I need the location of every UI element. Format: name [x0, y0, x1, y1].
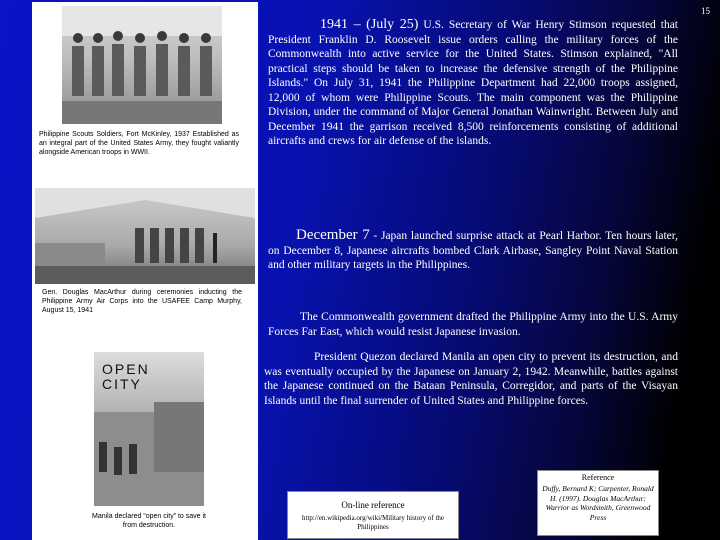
- paragraph-december-7-body: - Japan launched surprise attack at Pearl Harbor. Ten hours later, on December 8, Japanese aircrafts bombed Clark Airbase, Sangley Point Naval Station and other military targets in the Philippines.: [268, 230, 678, 271]
- paragraph-1941-body: U.S. Secretary of War Henry Stimson requested that President Franklin D. Roosevelt issue orders calling the military forces of the Commonwealth into active service for the United States. Stimson explained, "All practical steps should be taken to increase the defensive strength of the Philippine Islands." On July 31, 1941 the Philippine Department had 22,000 troops assigned, 12,000 of whom were Philippine Scouts. The main component was the Philippine Division, under the command of Major General Jonathan Wainwright. Between July and December 1941 the garrison received 8,500 reinforcements consisting of additional aircrafts and crews for air defense of the islands.: [268, 19, 679, 147]
- slide-number: 15: [701, 6, 710, 16]
- online-reference-url[interactable]: http://en.wikipedia.org/wiki/Military history of the Philippines: [302, 514, 444, 531]
- reference-citation: Duffy, Bernard K; Carpenter, Ronald H. (1997). Douglas MacArthur: Warrior as Wordsmith, Greenwood Press: [542, 484, 654, 522]
- reference-title: Reference: [581, 473, 615, 482]
- paragraph-1941: [268, 18, 678, 149]
- ceremony-illustration: [35, 188, 255, 284]
- caption-open-city: Manila declared “open city” to save it from destruction.: [92, 513, 206, 529]
- online-reference-title: On-line reference: [341, 500, 405, 510]
- paragraph-commonwealth: The Commonwealth government drafted the Philippine Army into the U.S. Army Forces Far East, which would resist Japanese invasion.: [268, 311, 678, 338]
- photo-open-city: [94, 352, 204, 506]
- paragraph-december-7-lead: December 7: [296, 227, 370, 243]
- caption-scouts: Philippine Scouts Soldiers, Fort McKinley, 1937 Established as an integral part of the United States Army, they fought valiantly alongside American troops in WWII.: [39, 131, 239, 156]
- reference-box: [537, 470, 659, 536]
- photo-panel-scouts: [32, 2, 258, 188]
- photo-scouts: [62, 6, 222, 124]
- photo-panel-open-city: [32, 344, 258, 540]
- online-reference-box: [287, 491, 459, 539]
- paragraph-quezon: President Quezon declared Manila an open city to prevent its destruction, and was eventually occupied by the Japanese on January 2, 1942. Meanwhile, battles against the Japanese continued on the Bataan Peninsula, Corregidor, and parts of the Visayan Islands until the final surrender of United States and Philippine forces.: [264, 351, 678, 407]
- open-city-sign: OPEN CITY: [102, 361, 150, 392]
- paragraph-december-7: [268, 228, 678, 273]
- photo-panel-macarthur: [32, 188, 258, 344]
- soldiers-illustration: [62, 6, 222, 124]
- photo-macarthur: [35, 188, 255, 284]
- paragraph-1941-lead: 1941 – (July 25): [320, 17, 419, 32]
- caption-macarthur: Gen. Douglas MacArthur during ceremonies inducting the Philippine Army Air Corps into the USAFEE Camp Murphy, August 15, 1941: [42, 289, 242, 314]
